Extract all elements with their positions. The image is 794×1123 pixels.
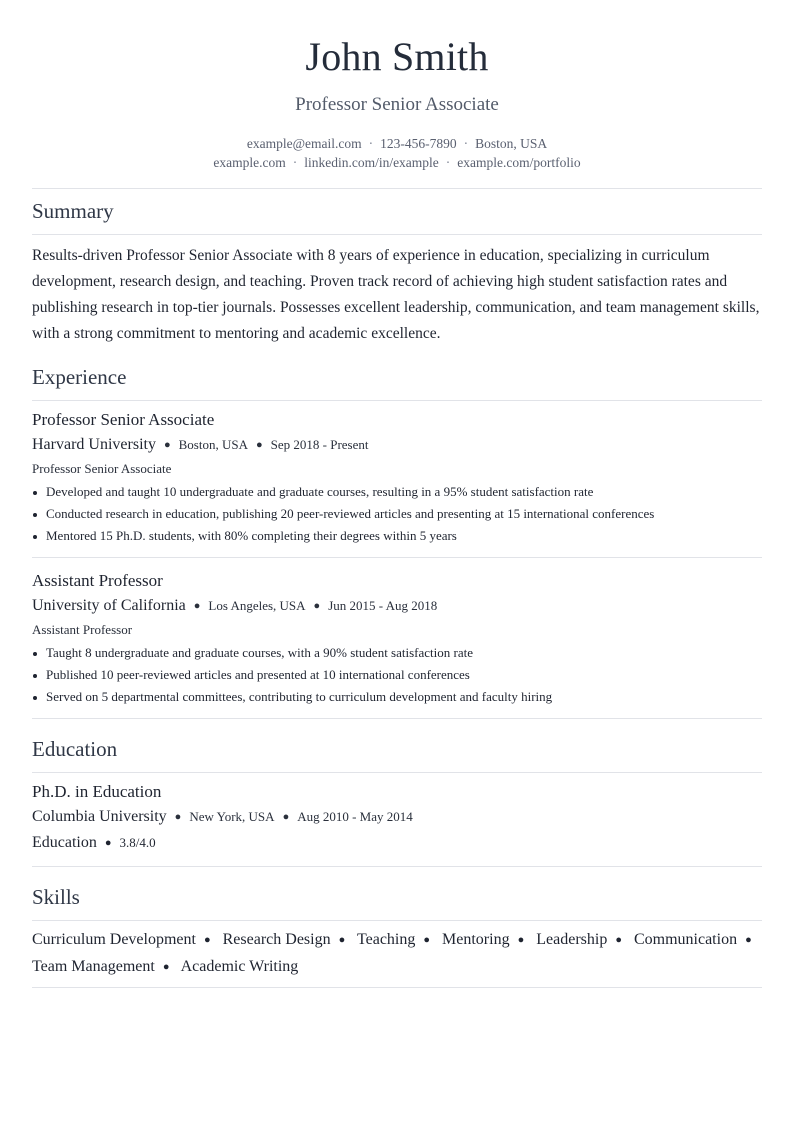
list-item: Conducted research in education, publishing 20 peer-reviewed articles and presenting at 15 international conferences (32, 503, 762, 525)
school-name: Columbia University (32, 808, 167, 825)
phone-number[interactable]: 123-456-7890 (380, 136, 457, 151)
list-item: Served on 5 departmental committees, contributing to curriculum development and faculty hiring (32, 686, 762, 708)
list-item: Taught 8 undergraduate and graduate courses, with a 90% student satisfaction rate (32, 642, 762, 664)
skill-item: Communication ● (633, 931, 752, 948)
divider (32, 400, 762, 401)
contact-line-1 (32, 135, 762, 153)
candidate-title: Professor Senior Associate (295, 94, 499, 115)
divider (32, 557, 762, 558)
summary-text: Results-driven Professor Senior Associate with 8 years of experience in education, specializing in curriculum development, research design, and teaching. Proven track record of achieving high student satisfaction rates and publishing research in top-tier journals. Possesses excellent leadership, communication, and team management skills, with a strong commitment to mentoring and academic excellence. (32, 247, 760, 342)
separator: · (292, 155, 298, 170)
location: Boston, USA (475, 136, 548, 151)
summary-heading: Summary (32, 199, 114, 223)
skills-heading: Skills (32, 885, 80, 909)
education-dates: Aug 2010 - May 2014 (297, 809, 413, 824)
job-location: Boston, USA (178, 437, 248, 452)
field-of-study: Education (32, 834, 97, 851)
list-item: Developed and taught 10 undergraduate and graduate courses, resulting in a 95% student satisfaction rate (32, 481, 762, 503)
divider (32, 920, 762, 921)
divider (32, 188, 762, 189)
bullet-separator: ● (163, 439, 171, 451)
email-link[interactable]: example@email.com (246, 136, 362, 151)
candidate-name: John Smith (305, 34, 489, 79)
bullet-separator: ● (255, 439, 263, 451)
website-link[interactable]: example.com (213, 155, 286, 170)
bullet-separator: ● (174, 811, 182, 823)
education-heading: Education (32, 737, 118, 761)
linkedin-link[interactable]: linkedin.com/in/example (304, 155, 439, 170)
divider (32, 234, 762, 235)
divider (32, 718, 762, 719)
job-bullets (32, 481, 762, 547)
skill-item: Research Design ● (222, 931, 346, 948)
job-organization: University of California (32, 597, 186, 614)
skill-item: Team Management ● (32, 958, 170, 975)
skill-item: Teaching ● (356, 931, 431, 948)
job-dates: Sep 2018 - Present (270, 437, 369, 452)
divider (32, 866, 762, 867)
school-location: New York, USA (189, 809, 275, 824)
job-title: Professor Senior Associate (32, 410, 215, 429)
job-title: Assistant Professor (32, 571, 163, 590)
job-meta (32, 435, 369, 456)
contact-line-2 (32, 154, 762, 172)
skill-item: Curriculum Development ● (32, 931, 211, 948)
education-field-line (32, 833, 156, 854)
divider (32, 987, 762, 988)
divider (32, 772, 762, 773)
bullet-separator: ● (313, 600, 321, 612)
list-item: Mentored 15 Ph.D. students, with 80% completing their degrees within 5 years (32, 525, 762, 547)
bullet-separator: ● (193, 600, 201, 612)
job-bullets (32, 642, 762, 708)
job-role: Assistant Professor (32, 622, 133, 637)
skill-item: Mentoring ● (442, 931, 525, 948)
list-item: Published 10 peer-reviewed articles and presented at 10 international conferences (32, 664, 762, 686)
education-meta (32, 807, 413, 828)
gpa: 3.8/4.0 (119, 835, 156, 850)
job-dates: Jun 2015 - Aug 2018 (328, 598, 438, 613)
experience-heading: Experience (32, 365, 127, 389)
separator: · (368, 136, 374, 151)
separator: · (463, 136, 469, 151)
job-location: Los Angeles, USA (208, 598, 306, 613)
skill-item: Leadership ● (536, 931, 622, 948)
job-role: Professor Senior Associate (32, 461, 172, 476)
skill-item: Academic Writing (180, 958, 299, 975)
bullet-separator: ● (104, 837, 112, 849)
job-meta (32, 596, 437, 617)
skills-list (32, 927, 762, 981)
separator: · (445, 155, 451, 170)
portfolio-link[interactable]: example.com/portfolio (457, 155, 581, 170)
job-organization: Harvard University (32, 436, 156, 453)
bullet-separator: ● (282, 811, 290, 823)
degree-title: Ph.D. in Education (32, 782, 162, 801)
